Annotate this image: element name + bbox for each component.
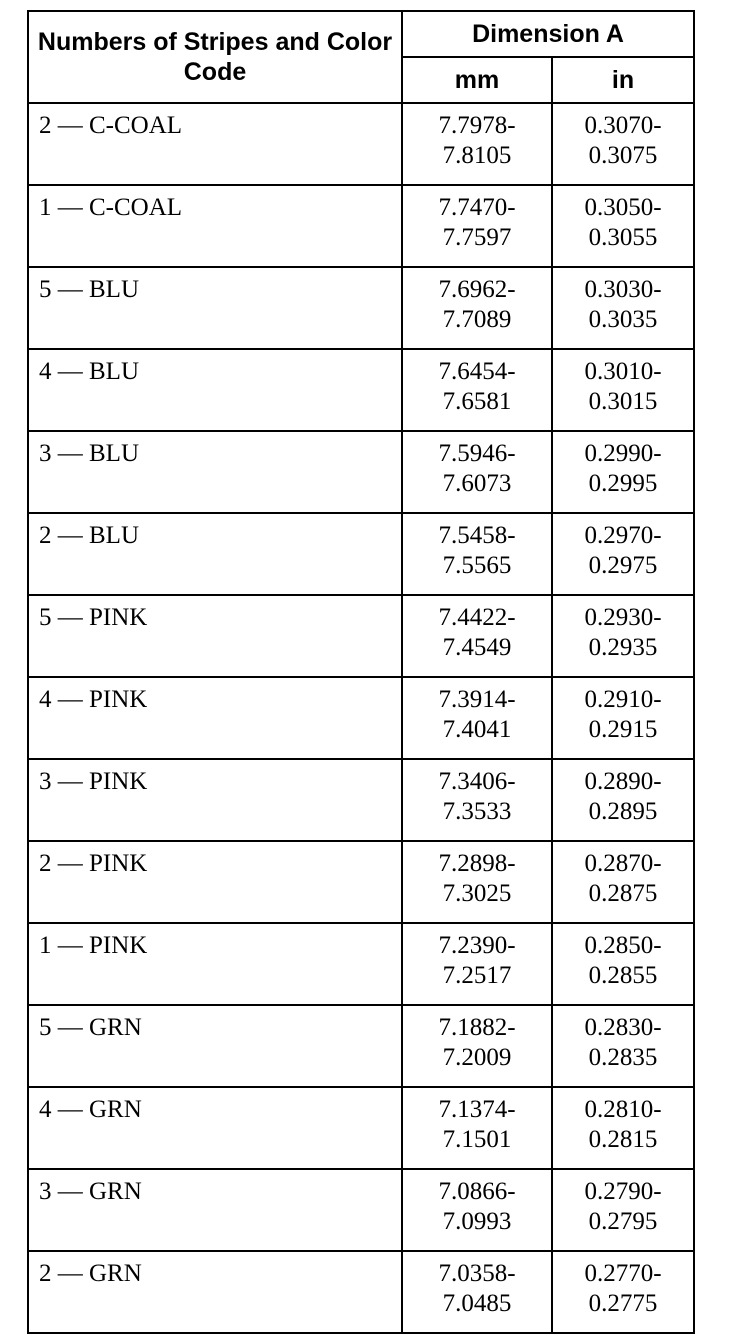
mm-range-high: 7.3533 — [442, 798, 512, 825]
in-value-cell — [552, 513, 694, 595]
in-value-cell — [552, 923, 694, 1005]
header-row-top — [28, 11, 694, 57]
mm-range-high: 7.1501 — [442, 1126, 512, 1153]
mm-range-low: 7.2390- — [438, 932, 516, 959]
in-range-low: 0.2930- — [584, 604, 662, 631]
mm-range-high: 7.7089 — [442, 306, 512, 333]
in-range-low: 0.2870- — [584, 850, 662, 877]
stripe-color-code-cell: 5 — PINK — [28, 595, 402, 677]
mm-value-cell — [402, 595, 552, 677]
table-row — [28, 1251, 694, 1333]
table-row — [28, 349, 694, 431]
in-range-high: 0.3015 — [588, 388, 658, 415]
in-range-high: 0.2935 — [588, 634, 658, 661]
in-value-cell — [552, 267, 694, 349]
mm-range-high: 7.0485 — [442, 1290, 512, 1317]
in-value-cell — [552, 1251, 694, 1333]
in-range-high: 0.3055 — [588, 224, 658, 251]
mm-value-cell — [402, 1005, 552, 1087]
in-range-high: 0.2855 — [588, 962, 658, 989]
in-value-cell — [552, 841, 694, 923]
stripe-color-code-cell: 2 — C-COAL — [28, 103, 402, 185]
in-header: in — [552, 57, 694, 103]
table-header — [28, 11, 694, 103]
in-value-cell — [552, 595, 694, 677]
mm-value-cell — [402, 1087, 552, 1169]
mm-range-high: 7.5565 — [442, 552, 512, 579]
table-row — [28, 1087, 694, 1169]
mm-value-cell — [402, 841, 552, 923]
stripe-color-code-cell: 3 — PINK — [28, 759, 402, 841]
in-range-low: 0.2910- — [584, 686, 662, 713]
in-range-low: 0.2890- — [584, 768, 662, 795]
mm-range-low: 7.2898- — [438, 850, 516, 877]
in-value-cell — [552, 103, 694, 185]
stripe-color-code-cell: 2 — PINK — [28, 841, 402, 923]
in-range-low: 0.3050- — [584, 194, 662, 221]
table-row — [28, 1169, 694, 1251]
mm-range-high: 7.7597 — [442, 224, 512, 251]
in-range-high: 0.3035 — [588, 306, 658, 333]
stripe-color-code-cell: 4 — GRN — [28, 1087, 402, 1169]
in-range-low: 0.2810- — [584, 1096, 662, 1123]
mm-value-cell — [402, 759, 552, 841]
mm-range-high: 7.6581 — [442, 388, 512, 415]
table-row — [28, 595, 694, 677]
in-value-cell — [552, 1005, 694, 1087]
stripe-color-code-cell: 5 — GRN — [28, 1005, 402, 1087]
in-range-low: 0.3070- — [584, 112, 662, 139]
stripes-color-code-header: Numbers of Stripes and Color Code — [28, 11, 402, 103]
in-value-cell — [552, 1087, 694, 1169]
table-row — [28, 759, 694, 841]
mm-value-cell — [402, 677, 552, 759]
mm-range-high: 7.8105 — [442, 142, 512, 169]
stripe-color-code-cell: 1 — PINK — [28, 923, 402, 1005]
in-range-low: 0.3010- — [584, 358, 662, 385]
table-row — [28, 841, 694, 923]
in-range-low: 0.2850- — [584, 932, 662, 959]
mm-range-low: 7.1374- — [438, 1096, 516, 1123]
mm-value-cell — [402, 923, 552, 1005]
mm-value-cell — [402, 103, 552, 185]
in-range-high: 0.2915 — [588, 716, 658, 743]
mm-range-low: 7.1882- — [438, 1014, 516, 1041]
in-range-low: 0.2990- — [584, 440, 662, 467]
mm-value-cell — [402, 349, 552, 431]
mm-range-low: 7.5458- — [438, 522, 516, 549]
in-value-cell — [552, 677, 694, 759]
table-row — [28, 103, 694, 185]
in-range-low: 0.2770- — [584, 1260, 662, 1287]
mm-range-high: 7.6073 — [442, 470, 512, 497]
mm-value-cell — [402, 1169, 552, 1251]
mm-range-high: 7.4041 — [442, 716, 512, 743]
in-value-cell — [552, 349, 694, 431]
mm-range-high: 7.2009 — [442, 1044, 512, 1071]
mm-value-cell — [402, 1251, 552, 1333]
stripe-color-code-cell: 1 — C-COAL — [28, 185, 402, 267]
table-row — [28, 185, 694, 267]
mm-value-cell — [402, 431, 552, 513]
stripe-color-code-cell: 2 — BLU — [28, 513, 402, 595]
mm-range-low: 7.5946- — [438, 440, 516, 467]
stripe-color-code-cell: 3 — BLU — [28, 431, 402, 513]
mm-value-cell — [402, 185, 552, 267]
mm-range-low: 7.4422- — [438, 604, 516, 631]
in-range-high: 0.2895 — [588, 798, 658, 825]
mm-range-low: 7.0358- — [438, 1260, 516, 1287]
in-range-low: 0.2790- — [584, 1178, 662, 1205]
mm-range-low: 7.0866- — [438, 1178, 516, 1205]
in-value-cell — [552, 431, 694, 513]
mm-range-low: 7.7978- — [438, 112, 516, 139]
in-value-cell — [552, 759, 694, 841]
in-range-high: 0.2795 — [588, 1208, 658, 1235]
table-row — [28, 267, 694, 349]
mm-range-low: 7.7470- — [438, 194, 516, 221]
in-range-high: 0.2815 — [588, 1126, 658, 1153]
mm-range-high: 7.0993 — [442, 1208, 512, 1235]
mm-value-cell — [402, 513, 552, 595]
in-value-cell — [552, 1169, 694, 1251]
mm-range-high: 7.2517 — [442, 962, 512, 989]
stripe-color-code-cell: 2 — GRN — [28, 1251, 402, 1333]
table-row — [28, 513, 694, 595]
table-row — [28, 923, 694, 1005]
in-range-high: 0.2995 — [588, 470, 658, 497]
mm-range-low: 7.6962- — [438, 276, 516, 303]
mm-range-high: 7.4549 — [442, 634, 512, 661]
in-range-high: 0.2975 — [588, 552, 658, 579]
mm-range-low: 7.6454- — [438, 358, 516, 385]
dimension-a-header: Dimension A — [402, 11, 694, 57]
mm-header: mm — [402, 57, 552, 103]
table-row — [28, 677, 694, 759]
in-value-cell — [552, 185, 694, 267]
table-body — [28, 103, 694, 1333]
mm-range-low: 7.3914- — [438, 686, 516, 713]
stripe-color-code-cell: 3 — GRN — [28, 1169, 402, 1251]
stripe-color-code-cell: 5 — BLU — [28, 267, 402, 349]
in-range-low: 0.2970- — [584, 522, 662, 549]
in-range-high: 0.2775 — [588, 1290, 658, 1317]
in-range-low: 0.3030- — [584, 276, 662, 303]
in-range-high: 0.2875 — [588, 880, 658, 907]
table-row — [28, 431, 694, 513]
stripe-color-code-cell: 4 — PINK — [28, 677, 402, 759]
table-row — [28, 1005, 694, 1087]
stripe-color-code-cell: 4 — BLU — [28, 349, 402, 431]
in-range-low: 0.2830- — [584, 1014, 662, 1041]
in-range-high: 0.3075 — [588, 142, 658, 169]
mm-value-cell — [402, 267, 552, 349]
mm-range-low: 7.3406- — [438, 768, 516, 795]
dimension-spec-table — [27, 10, 695, 1334]
in-range-high: 0.2835 — [588, 1044, 658, 1071]
mm-range-high: 7.3025 — [442, 880, 512, 907]
